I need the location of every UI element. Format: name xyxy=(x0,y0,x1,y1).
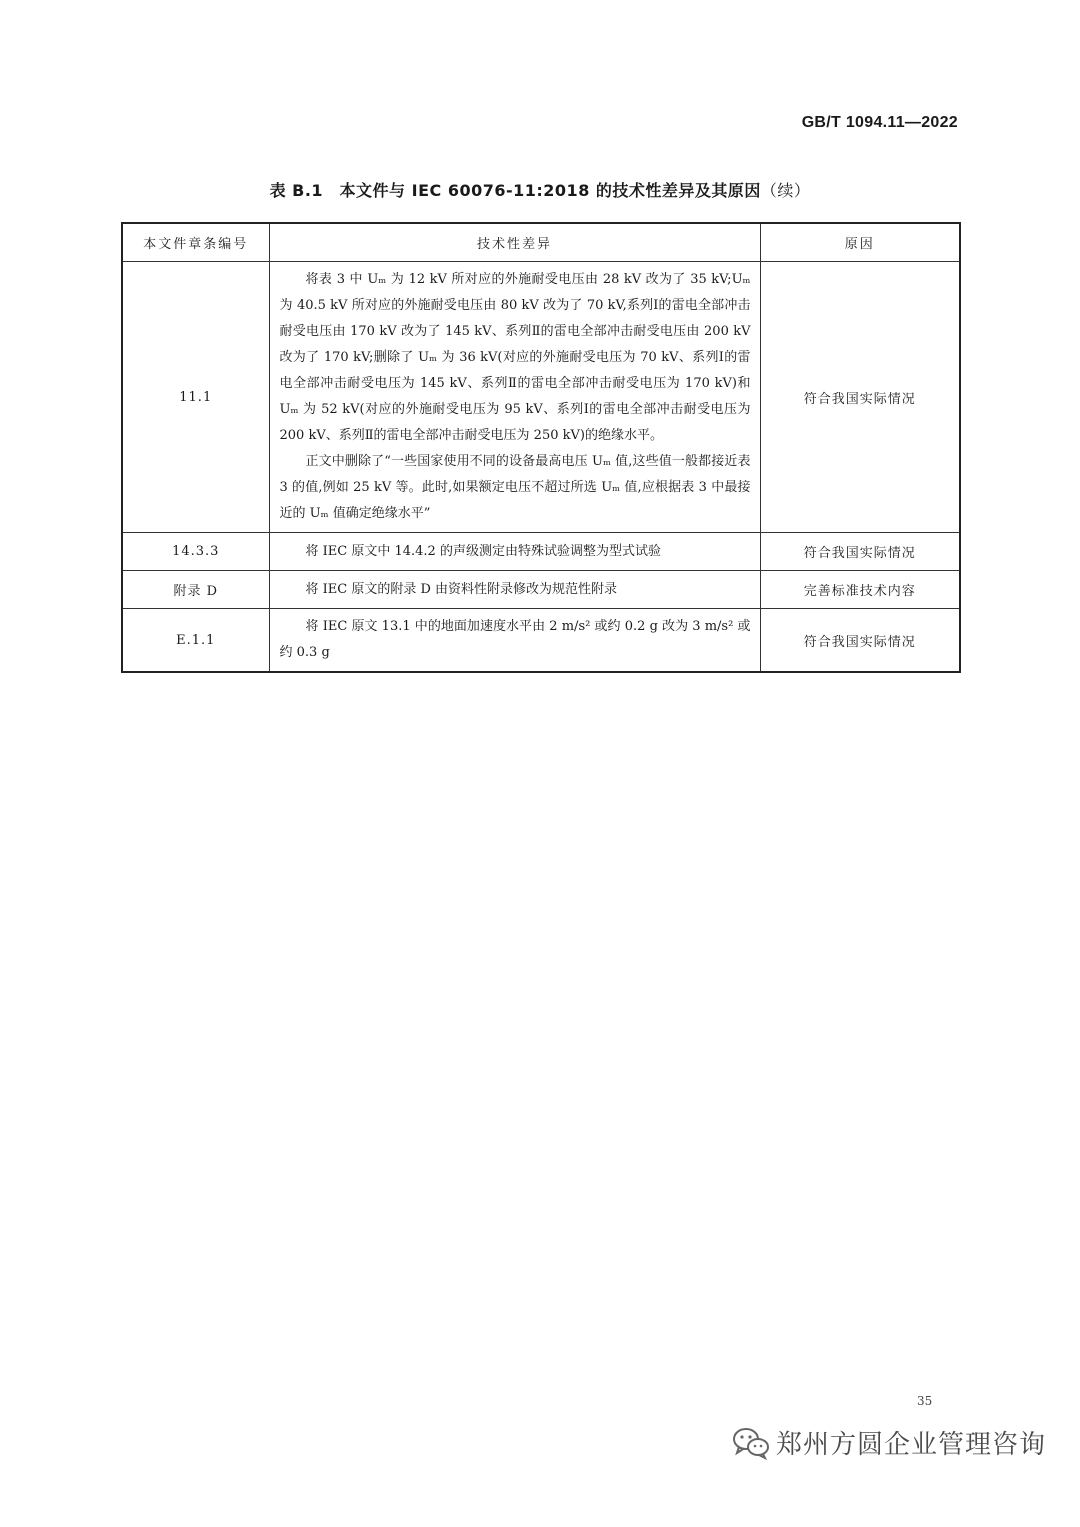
difference-paragraph: 将 IEC 原文 13.1 中的地面加速度水平由 2 m/s² 或约 0.2 g 改为 3 m/s² 或约 0.3 g xyxy=(279,619,751,660)
header-section-number: 本文件章条编号 xyxy=(122,223,269,262)
table-row xyxy=(122,262,960,533)
table-caption-continued: （续） xyxy=(760,181,811,200)
table-row xyxy=(122,609,960,673)
row-difference xyxy=(269,571,760,609)
row-section: E.1.1 xyxy=(122,609,269,673)
table-caption-title: 表 B.1 本文件与 IEC 60076-11:2018 的技术性差异及其原因 xyxy=(269,181,761,200)
row-difference xyxy=(269,609,760,673)
table-caption xyxy=(0,178,1080,201)
table-header-row xyxy=(122,223,960,262)
page-number: 35 xyxy=(917,1394,933,1408)
row-difference xyxy=(269,533,760,571)
table-row xyxy=(122,571,960,609)
row-reason: 符合我国实际情况 xyxy=(760,262,960,533)
row-reason: 完善标准技术内容 xyxy=(760,571,960,609)
row-difference xyxy=(269,262,760,533)
watermark-text: 郑州方圆企业管理咨询 xyxy=(776,1430,1047,1460)
row-section: 14.3.3 xyxy=(122,533,269,571)
differences-table xyxy=(121,222,961,673)
row-reason: 符合我国实际情况 xyxy=(760,609,960,673)
wechat-icon xyxy=(732,1426,770,1460)
row-section: 附录 D xyxy=(122,571,269,609)
table-row xyxy=(122,533,960,571)
row-section: 11.1 xyxy=(122,262,269,533)
difference-paragraph: 将 IEC 原文的附录 D 由资料性附录修改为规范性附录 xyxy=(305,581,618,597)
header-reason: 原因 xyxy=(760,223,960,262)
difference-paragraph: 正文中删除了“一些国家使用不同的设备最高电压 Uₘ 值,这些值一般都接近表 3 的值,例如 25 kV 等。此时,如果额定电压不超过所选 Uₘ 值,应根据表 3 中最接近的 Uₘ 值确定绝缘水平” xyxy=(279,454,751,521)
difference-paragraph: 将表 3 中 Uₘ 为 12 kV 所对应的外施耐受电压由 28 kV 改为了 35 kV;Uₘ 为 40.5 kV 所对应的外施耐受电压由 80 kV 改为了 70 kV,系列Ⅰ的雷电全部冲击耐受电压由 170 kV 改为了 145 kV、系列Ⅱ的雷电全部冲击耐受电压由 200 kV 改为了 170 kV;删除了 Uₘ 为 36 kV(对应的外施耐受电压为 70 kV、系列Ⅰ的雷电全部冲击耐受电压为 145 kV、系列Ⅱ的雷电全部冲击耐受电压为 170 kV)和 Uₘ 为 52 kV(对应的外施耐受电压为 95 kV、系列Ⅰ的雷电全部冲击耐受电压为 200 kV、系列Ⅱ的雷电全部冲击耐受电压为 250 kV)的绝缘水平。 xyxy=(279,272,751,443)
watermark xyxy=(732,1424,1046,1461)
standard-code: GB/T 1094.11—2022 xyxy=(801,114,958,131)
row-reason: 符合我国实际情况 xyxy=(760,533,960,571)
difference-paragraph: 将 IEC 原文中 14.4.2 的声级测定由特殊试验调整为型式试验 xyxy=(305,543,661,559)
header-technical-difference: 技术性差异 xyxy=(269,223,760,262)
